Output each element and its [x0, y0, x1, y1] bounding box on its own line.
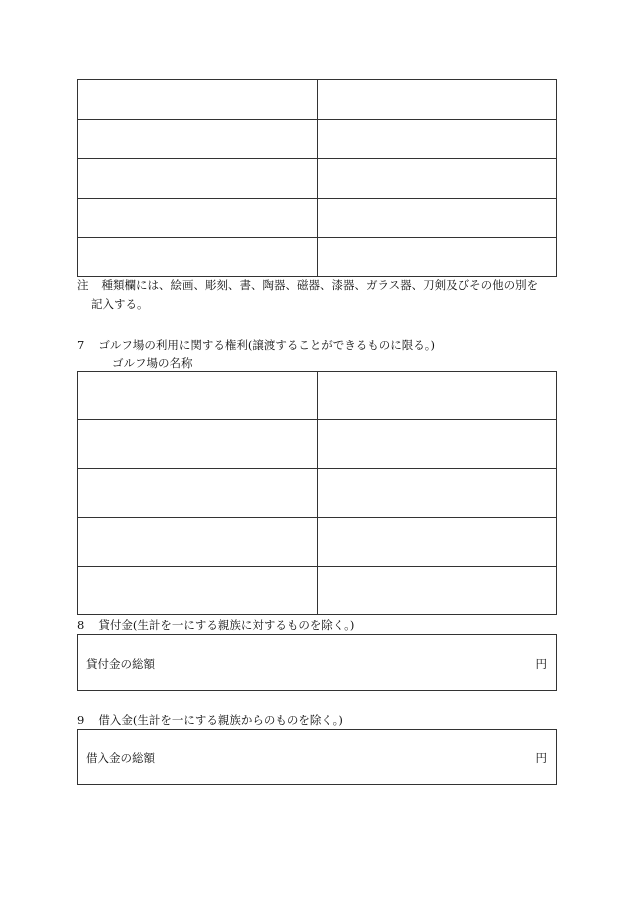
table-cell[interactable]	[318, 120, 557, 159]
section8-title: 貸付金(生計を一にする親族に対するものを除く。)	[98, 618, 355, 632]
table-row	[78, 199, 557, 238]
table-cell[interactable]	[318, 372, 557, 420]
table-cell[interactable]	[78, 469, 318, 518]
section7-number: 7	[77, 338, 85, 352]
table-row	[78, 469, 557, 518]
section7-heading	[77, 337, 435, 353]
table-cell[interactable]	[318, 80, 557, 120]
table-cell[interactable]	[318, 469, 557, 518]
table-cell[interactable]	[318, 199, 557, 238]
table-row	[78, 567, 557, 615]
note-line-2: 記入する。	[91, 297, 149, 311]
table-row	[78, 80, 557, 120]
section9-number: 9	[77, 713, 85, 727]
table-row	[78, 518, 557, 567]
art-items-table	[77, 79, 557, 277]
section9-heading	[77, 712, 343, 728]
note-prefix: 注	[77, 278, 89, 292]
note-line-1: 種類欄には、絵画、彫刻、書、陶器、磁器、漆器、ガラス器、刀剣及びその他の別を	[101, 278, 539, 292]
table-cell[interactable]	[318, 159, 557, 199]
table-cell[interactable]	[78, 159, 318, 199]
table-row	[78, 372, 557, 420]
table-row	[78, 120, 557, 159]
golf-course-name-label: ゴルフ場の名称	[112, 356, 193, 370]
table-cell[interactable]	[318, 567, 557, 615]
table-row	[78, 420, 557, 469]
loans-total-box[interactable]	[77, 634, 557, 691]
golf-rights-table	[77, 371, 557, 615]
table-cell[interactable]	[318, 238, 557, 277]
table-cell[interactable]	[78, 420, 318, 469]
table-cell[interactable]	[78, 238, 318, 277]
table-row	[78, 159, 557, 199]
borrowings-total-label: 借入金の総額	[86, 751, 155, 765]
table-cell[interactable]	[318, 518, 557, 567]
note-text	[77, 276, 567, 314]
section8-heading	[77, 617, 354, 633]
table-cell[interactable]	[78, 567, 318, 615]
table-cell[interactable]	[78, 80, 318, 120]
table-cell[interactable]	[78, 372, 318, 420]
table-cell[interactable]	[318, 420, 557, 469]
table-cell[interactable]	[78, 518, 318, 567]
section7-title: ゴルフ場の利用に関する権利(譲渡することができるものに限る。)	[98, 338, 436, 352]
section9-title: 借入金(生計を一にする親族からのものを除く。)	[98, 713, 343, 727]
table-cell[interactable]	[78, 120, 318, 159]
loans-total-label: 貸付金の総額	[86, 657, 155, 671]
loans-total-unit: 円	[535, 657, 547, 671]
table-cell[interactable]	[78, 199, 318, 238]
table-row	[78, 238, 557, 277]
borrowings-total-box[interactable]	[77, 729, 557, 785]
section8-number: 8	[77, 618, 85, 632]
borrowings-total-unit: 円	[535, 751, 547, 765]
